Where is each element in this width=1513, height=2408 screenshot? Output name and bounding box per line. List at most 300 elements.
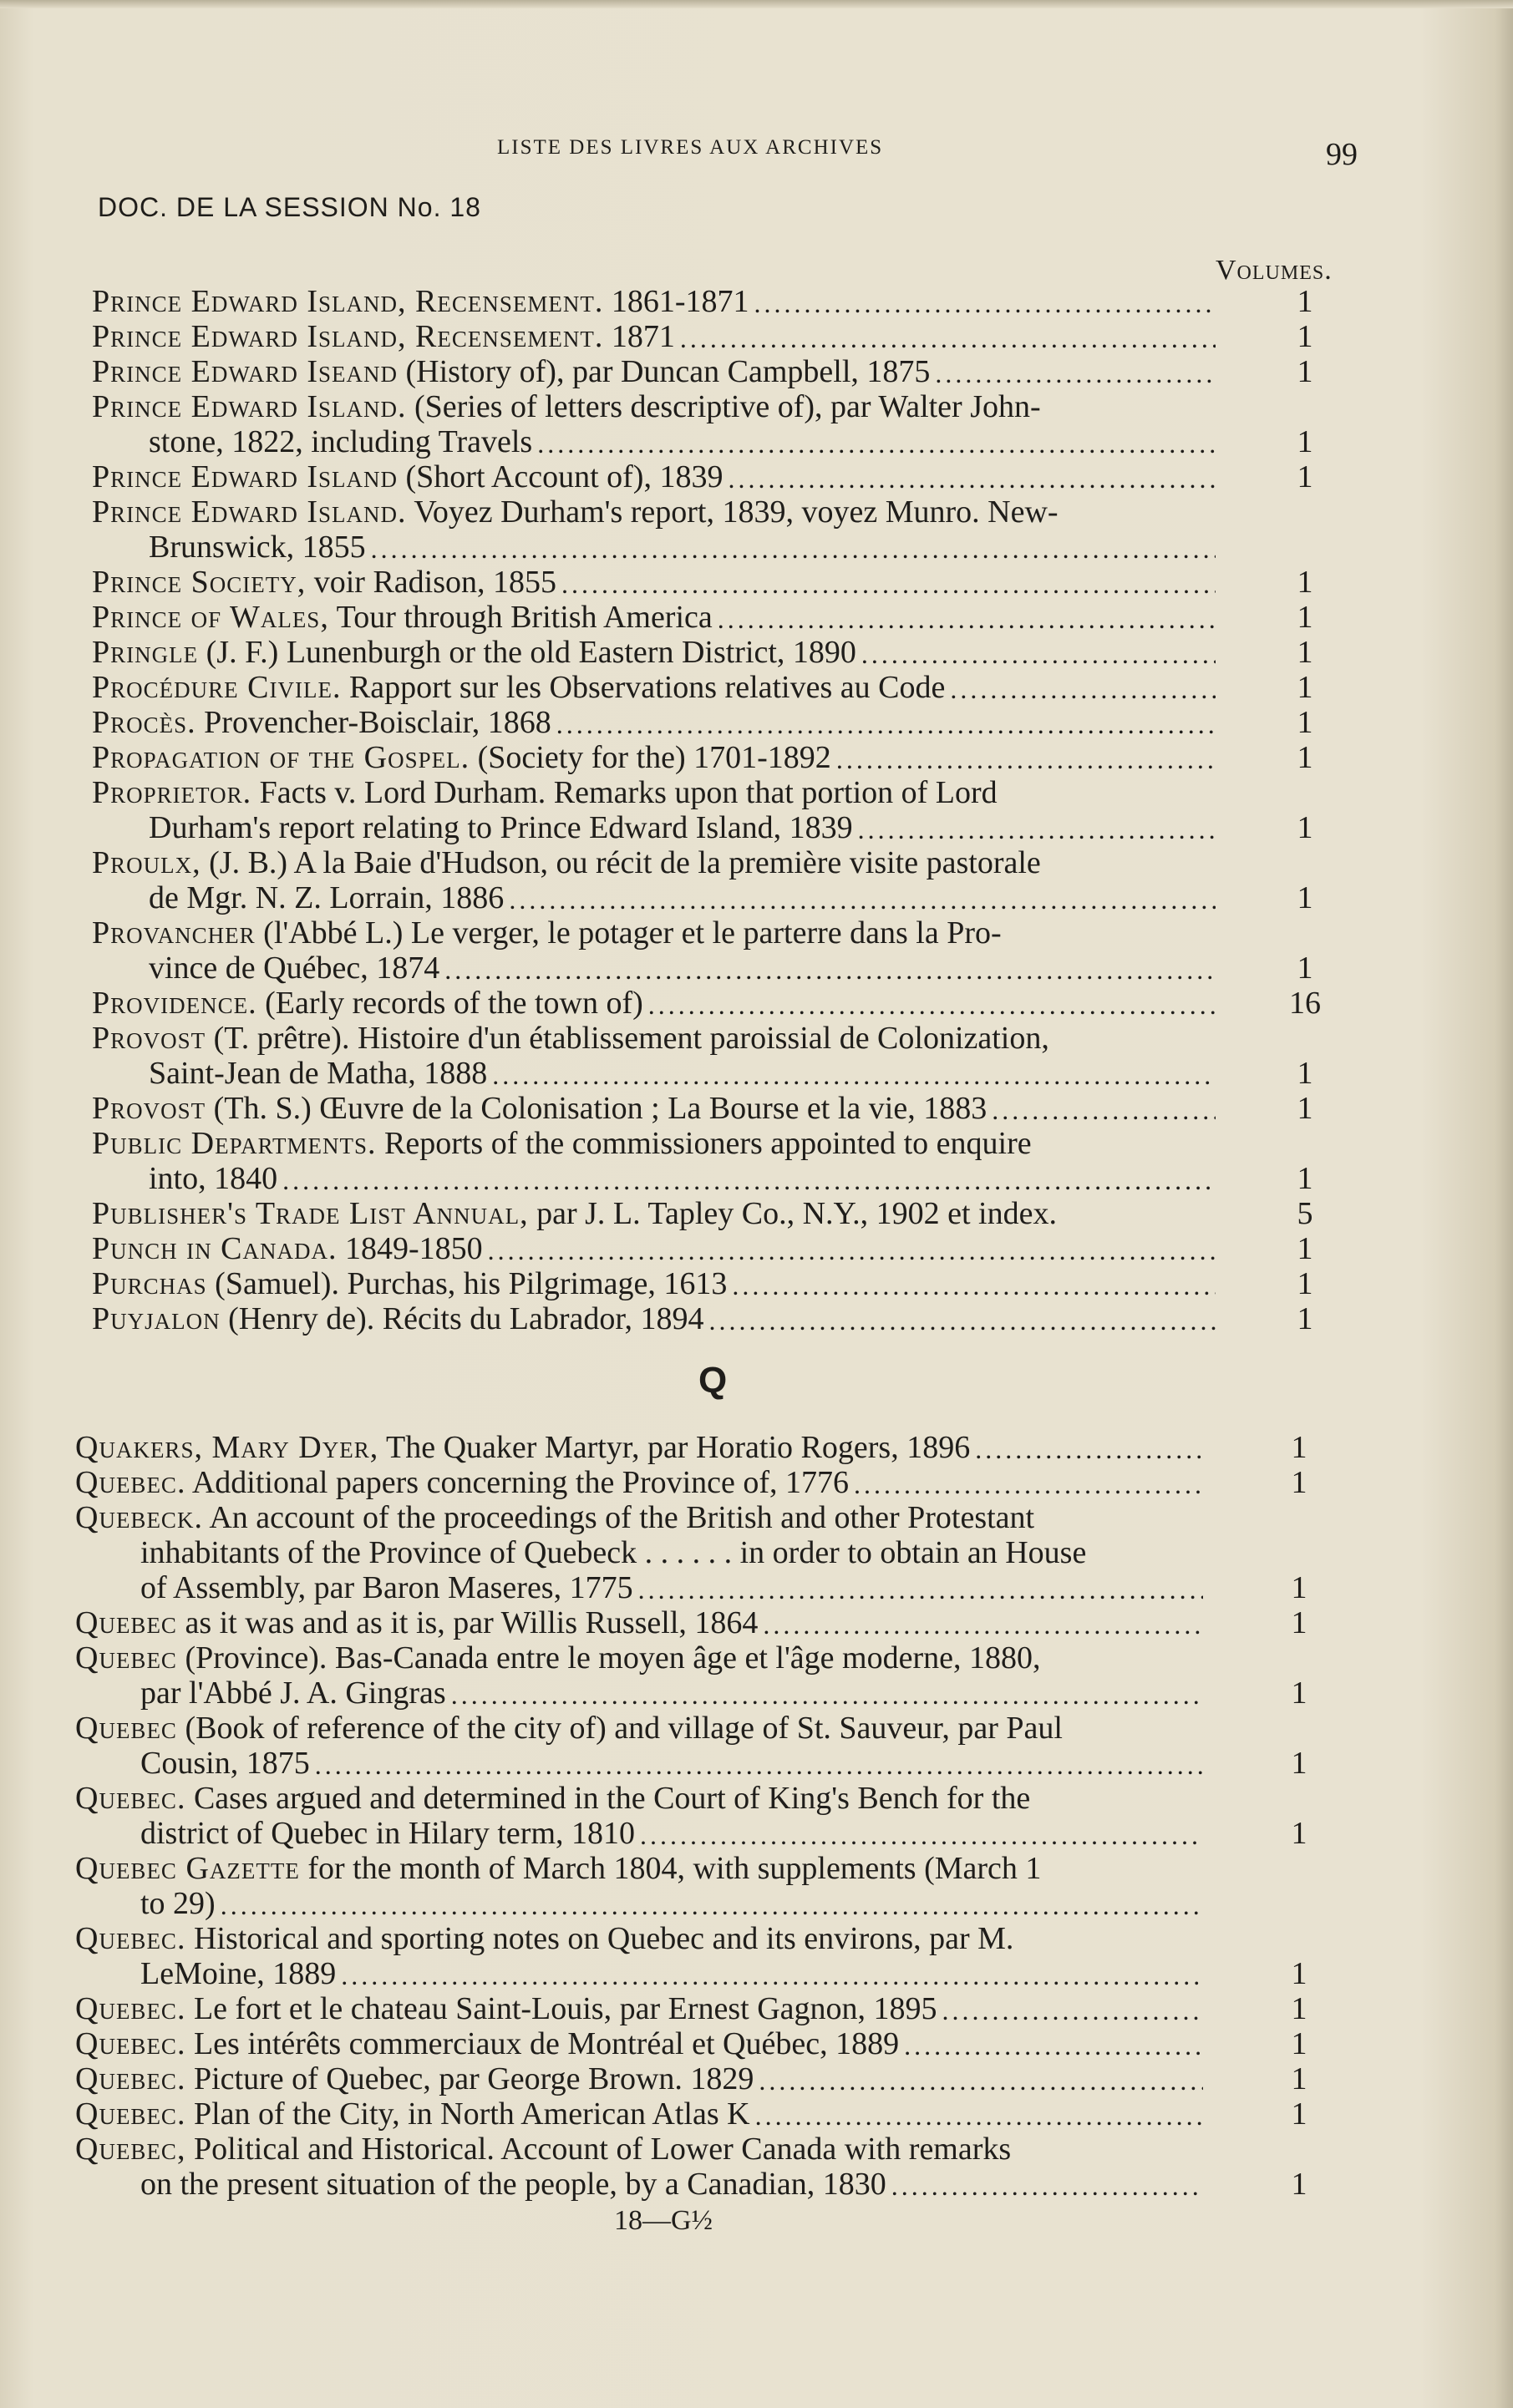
volume-count: 1 xyxy=(1297,459,1313,494)
entry-body: Le fort et le chateau Saint-Louis, par Ernest Gagnon, 1895 xyxy=(193,1991,937,2026)
entry-heading: Providence. xyxy=(92,986,257,1021)
catalog-entry xyxy=(0,1196,1513,1231)
entry-text xyxy=(92,915,1002,951)
catalog-entry xyxy=(0,1301,1513,1336)
entries-q xyxy=(0,1430,1513,2202)
entry-line xyxy=(0,1056,1513,1091)
volume-count: 1 xyxy=(1291,1570,1307,1605)
volume-count: 1 xyxy=(1297,1161,1313,1196)
entry-body: (Society for the) 1701-1892 xyxy=(477,740,831,775)
entry-text xyxy=(140,1535,1086,1570)
entry-heading: Puyjalon xyxy=(92,1301,221,1336)
entry-text xyxy=(92,319,675,354)
leader-dots xyxy=(451,1675,1203,1711)
entry-body: (Samuel). Purchas, his Pilgrimage, 1613 xyxy=(215,1266,728,1301)
entry-text xyxy=(75,2096,750,2132)
entry-line xyxy=(0,845,1513,880)
volume-count: 1 xyxy=(1297,1231,1313,1266)
entry-text xyxy=(92,600,713,635)
catalog-entry xyxy=(0,775,1513,845)
catalog-entry xyxy=(0,1021,1513,1091)
leader-dots xyxy=(904,2026,1203,2061)
entry-text xyxy=(92,565,556,600)
entry-body: (Book of reference of the city of) and village of St. Sauveur, par Paul xyxy=(185,1711,1063,1746)
entry-body: Rapport sur les Observations relatives au Code xyxy=(348,670,946,705)
entry-text xyxy=(140,1816,635,1851)
leader-dots xyxy=(858,810,1216,845)
entry-heading: Quebec. xyxy=(75,2061,186,2096)
entry-line xyxy=(0,1781,1513,1816)
entry-body: Cousin, 1875 xyxy=(140,1746,310,1781)
leader-dots xyxy=(282,1161,1216,1196)
entry-body: Political and Historical. Account of Lower Canada with remarks xyxy=(193,2132,1012,2167)
entry-text xyxy=(75,1711,1063,1746)
entry-heading: Quebec, xyxy=(75,2132,186,2167)
entry-heading: Quakers, Mary Dyer, xyxy=(75,1430,379,1465)
entry-text xyxy=(92,354,930,389)
catalog-entry xyxy=(0,670,1513,705)
entry-heading: Propagation of the Gospel. xyxy=(92,740,470,775)
entry-body: for the month of March 1804, with supplements (March 1 xyxy=(307,1851,1042,1886)
catalog-entry xyxy=(0,740,1513,775)
catalog-entry xyxy=(0,1640,1513,1711)
entry-body: The Quaker Martyr, par Horatio Rogers, 1896 xyxy=(386,1430,971,1465)
entry-body: district of Quebec in Hilary term, 1810 xyxy=(140,1816,636,1851)
entry-text xyxy=(92,845,1041,880)
entry-text xyxy=(75,1465,849,1500)
leader-dots xyxy=(341,1956,1203,1991)
leader-dots xyxy=(648,986,1216,1021)
entry-line xyxy=(0,635,1513,670)
entry-text xyxy=(149,530,366,565)
entry-line xyxy=(0,1570,1513,1605)
volume-count: 1 xyxy=(1297,635,1313,670)
leader-dots xyxy=(861,635,1216,670)
entry-line xyxy=(0,284,1513,319)
volume-count: 1 xyxy=(1297,424,1313,459)
entry-heading: Prince of Wales, xyxy=(92,600,329,635)
entry-line xyxy=(0,1675,1513,1711)
entry-heading: Public Departments. xyxy=(92,1126,377,1161)
entry-text xyxy=(92,775,998,810)
entry-text xyxy=(92,1231,483,1266)
entry-body: (Henry de). Récits du Labrador, 1894 xyxy=(228,1301,704,1336)
entry-heading: Pringle xyxy=(92,635,199,670)
catalog-entry xyxy=(0,459,1513,494)
leader-dots xyxy=(315,1746,1203,1781)
leader-dots xyxy=(992,1091,1216,1126)
catalog-entry xyxy=(0,2026,1513,2061)
entry-line xyxy=(0,1746,1513,1781)
entry-line xyxy=(0,1021,1513,1056)
entry-body: LeMoine, 1889 xyxy=(140,1956,337,1991)
entry-heading: Prince Edward Island. xyxy=(92,494,407,530)
volume-count: 1 xyxy=(1291,1675,1307,1711)
volume-count: 1 xyxy=(1291,1605,1307,1640)
entry-text xyxy=(140,1675,446,1711)
catalog-entry xyxy=(0,915,1513,986)
entry-body: Durham's report relating to Prince Edward Island, 1839 xyxy=(149,810,853,845)
entry-body: 1849-1850 xyxy=(344,1231,483,1266)
entry-line xyxy=(0,2096,1513,2132)
entry-line xyxy=(0,1851,1513,1886)
entry-line xyxy=(0,1956,1513,1991)
entry-line xyxy=(0,1196,1513,1231)
entry-text xyxy=(75,2061,754,2096)
catalog-entry xyxy=(0,284,1513,319)
entry-body: (Province). Bas-Canada entre le moyen âge et l'âge moderne, 1880, xyxy=(185,1640,1041,1675)
leader-dots xyxy=(854,1465,1203,1500)
catalog-entry xyxy=(0,1231,1513,1266)
leader-dots xyxy=(492,1056,1216,1091)
volume-count: 1 xyxy=(1291,1746,1307,1781)
entry-body: Saint-Jean de Matha, 1888 xyxy=(149,1056,488,1091)
entry-line xyxy=(0,1640,1513,1675)
catalog-entry xyxy=(0,600,1513,635)
entry-heading: Quebeck. xyxy=(75,1500,203,1535)
catalog-entry xyxy=(0,986,1513,1021)
entry-heading: Purchas xyxy=(92,1266,207,1301)
entry-text xyxy=(140,2167,886,2202)
entry-text xyxy=(75,1991,937,2026)
volume-count: 1 xyxy=(1297,951,1313,986)
entry-heading: Quebec Gazette xyxy=(75,1851,300,1886)
leader-dots xyxy=(680,319,1216,354)
entry-body: Additional papers concerning the Province of, 1776 xyxy=(191,1465,850,1500)
volume-count: 1 xyxy=(1297,565,1313,600)
entry-heading: Punch in Canada. xyxy=(92,1231,338,1266)
entry-line xyxy=(0,1991,1513,2026)
entry-heading: Prince Edward Island xyxy=(92,459,398,494)
entry-line xyxy=(0,880,1513,915)
catalog-entry xyxy=(0,1851,1513,1921)
leader-dots xyxy=(728,459,1216,494)
entry-text xyxy=(92,1126,1032,1161)
entry-line xyxy=(0,1535,1513,1570)
entry-line xyxy=(0,494,1513,530)
entry-text xyxy=(92,740,831,775)
entry-heading: Quebec. xyxy=(75,2026,186,2061)
entry-heading: Procédure Civile. xyxy=(92,670,342,705)
entry-body: An account of the proceedings of the British and other Protestant xyxy=(209,1500,1035,1535)
entry-body: Les intérêts commerciaux de Montréal et Québec, 1889 xyxy=(193,2026,900,2061)
entry-text xyxy=(92,284,749,319)
entry-body: stone, 1822, including Travels xyxy=(149,424,533,459)
catalog-entry xyxy=(0,1430,1513,1465)
page-edge xyxy=(0,0,1513,8)
entry-line xyxy=(0,1430,1513,1465)
leader-dots xyxy=(718,600,1216,635)
entry-body: Plan of the City, in North American Atlas K xyxy=(193,2096,750,2132)
entry-text xyxy=(140,1886,216,1921)
entry-text xyxy=(75,2026,899,2061)
entry-body: 1861-1871 xyxy=(611,284,749,319)
entry-text xyxy=(92,494,1059,530)
entry-body: on the present situation of the people, by a Canadian, 1830 xyxy=(140,2167,886,2202)
volume-count: 1 xyxy=(1297,354,1313,389)
letter-heading: Q xyxy=(698,1360,728,1401)
volume-count: 1 xyxy=(1297,1091,1313,1126)
catalog-entry xyxy=(0,494,1513,565)
entry-heading: Quebec xyxy=(75,1605,177,1640)
entry-text xyxy=(149,424,532,459)
entry-line xyxy=(0,389,1513,424)
entry-text xyxy=(92,459,723,494)
page-number: 99 xyxy=(1326,137,1358,172)
volume-count: 1 xyxy=(1297,1301,1313,1336)
volume-count: 1 xyxy=(1297,670,1313,705)
catalog-entry xyxy=(0,1266,1513,1301)
entry-heading: Provost xyxy=(92,1091,206,1126)
entry-body: Facts v. Lord Durham. Remarks upon that portion of Lord xyxy=(259,775,998,810)
entry-line xyxy=(0,1301,1513,1336)
entry-body: into, 1840 xyxy=(149,1161,278,1196)
volume-count: 1 xyxy=(1291,1991,1307,2026)
leader-dots xyxy=(537,424,1216,459)
entry-body: to 29) xyxy=(140,1886,216,1921)
entry-body: Historical and sporting notes on Quebec and its environs, par M. xyxy=(193,1921,1014,1956)
entry-line xyxy=(0,2132,1513,2167)
catalog-entry xyxy=(0,2096,1513,2132)
volume-count: 1 xyxy=(1297,740,1313,775)
entry-text xyxy=(92,1021,1049,1056)
volume-count: 1 xyxy=(1291,2061,1307,2096)
entry-body: (History of), par Duncan Campbell, 1875 xyxy=(405,354,931,389)
entry-line xyxy=(0,1605,1513,1640)
leader-dots xyxy=(891,2167,1203,2202)
entry-text xyxy=(92,1301,704,1336)
catalog-entry xyxy=(0,845,1513,915)
leader-dots xyxy=(935,354,1216,389)
catalog-entry xyxy=(0,635,1513,670)
entry-body: (J. F.) Lunenburgh or the old Eastern District, 1890 xyxy=(206,635,856,670)
volume-count: 1 xyxy=(1291,1956,1307,1991)
leader-dots xyxy=(754,284,1216,319)
entry-text xyxy=(92,1196,1057,1231)
entry-line xyxy=(0,600,1513,635)
catalog-entry xyxy=(0,1091,1513,1126)
volume-count: 1 xyxy=(1297,600,1313,635)
entry-text xyxy=(75,1851,1041,1886)
entry-body: 1871 xyxy=(611,319,675,354)
entry-text xyxy=(92,1266,727,1301)
leader-dots xyxy=(759,2061,1203,2096)
entry-body: Provencher-Boisclair, 1868 xyxy=(204,705,551,740)
running-title: LISTE DES LIVRES AUX ARCHIVES xyxy=(497,136,884,159)
entry-line xyxy=(0,810,1513,845)
volume-count: 1 xyxy=(1291,2026,1307,2061)
entry-heading: Quebec. xyxy=(75,1921,186,1956)
entry-heading: Quebec. xyxy=(75,1465,186,1500)
volume-count: 1 xyxy=(1291,2167,1307,2202)
catalog-entry xyxy=(0,1605,1513,1640)
leader-dots xyxy=(640,1816,1203,1851)
entry-line xyxy=(0,2026,1513,2061)
entry-heading: Quebec. xyxy=(75,1781,186,1816)
entry-heading: Provancher xyxy=(92,915,256,951)
entry-line xyxy=(0,319,1513,354)
volume-count: 1 xyxy=(1291,1430,1307,1465)
leader-dots xyxy=(755,2096,1203,2132)
volume-count: 1 xyxy=(1291,1816,1307,1851)
leader-dots xyxy=(371,530,1216,565)
entry-line xyxy=(0,1921,1513,1956)
volume-count: 1 xyxy=(1297,1056,1313,1091)
entry-line xyxy=(0,670,1513,705)
leader-dots xyxy=(509,880,1216,915)
catalog-entry xyxy=(0,2132,1513,2202)
entry-line xyxy=(0,530,1513,565)
entry-text xyxy=(75,1921,1013,1956)
volume-count: 1 xyxy=(1297,1266,1313,1301)
leader-dots xyxy=(638,1570,1203,1605)
volume-count: 1 xyxy=(1291,1465,1307,1500)
catalog-entry xyxy=(0,1500,1513,1605)
entry-line xyxy=(0,1500,1513,1535)
catalog-entry xyxy=(0,389,1513,459)
catalog-entry xyxy=(0,2061,1513,2096)
entry-line xyxy=(0,1126,1513,1161)
entry-text xyxy=(149,1056,487,1091)
entry-heading: Prince Edward Island, Recensement. xyxy=(92,284,604,319)
volumes-column-heading: Volumes. xyxy=(1216,255,1333,286)
entry-line xyxy=(0,2167,1513,2202)
catalog-entry xyxy=(0,1991,1513,2026)
volume-count: 5 xyxy=(1297,1196,1313,1231)
entry-text xyxy=(75,2132,1011,2167)
leader-dots xyxy=(561,565,1216,600)
entry-text xyxy=(75,1605,758,1640)
leader-dots xyxy=(709,1301,1216,1336)
entry-text xyxy=(149,880,504,915)
entry-body: Tour through British America xyxy=(336,600,713,635)
catalog-entry xyxy=(0,565,1513,600)
entry-body: of Assembly, par Baron Maseres, 1775 xyxy=(140,1570,633,1605)
entry-heading: Proprietor. xyxy=(92,775,252,810)
entry-body: Cases argued and determined in the Court of King's Bench for the xyxy=(193,1781,1031,1816)
leader-dots xyxy=(221,1886,1203,1921)
entry-line xyxy=(0,1266,1513,1301)
volume-count: 1 xyxy=(1297,705,1313,740)
entry-line xyxy=(0,1816,1513,1851)
entry-body: (Early records of the town of) xyxy=(265,986,643,1021)
catalog-entry xyxy=(0,1781,1513,1851)
entry-heading: Quebec. xyxy=(75,1991,186,2026)
entry-text xyxy=(140,1746,310,1781)
entry-line xyxy=(0,565,1513,600)
catalog-entry xyxy=(0,1126,1513,1196)
leader-dots xyxy=(950,670,1216,705)
entry-line xyxy=(0,951,1513,986)
entry-line xyxy=(0,740,1513,775)
entry-heading: Publisher's Trade List Annual, xyxy=(92,1196,529,1231)
entry-heading: Quebec xyxy=(75,1640,177,1675)
entry-body: (Short Account of), 1839 xyxy=(405,459,723,494)
entry-text xyxy=(92,705,551,740)
entry-line xyxy=(0,1886,1513,1921)
catalog-entry xyxy=(0,1465,1513,1500)
session-label: DOC. DE LA SESSION No. 18 xyxy=(98,192,481,222)
entry-text xyxy=(75,1781,1030,1816)
entries-p xyxy=(0,284,1513,1336)
entry-body: Voyez Durham's report, 1839, voyez Munro. New- xyxy=(414,494,1059,530)
entry-body: Reports of the commissioners appointed to enquire xyxy=(384,1126,1032,1161)
entry-text xyxy=(75,1430,970,1465)
entry-text xyxy=(92,1091,987,1126)
entry-line xyxy=(0,424,1513,459)
leader-dots xyxy=(836,740,1216,775)
entry-heading: Proulx, xyxy=(92,845,201,880)
entry-text xyxy=(140,1570,633,1605)
entry-body: vince de Québec, 1874 xyxy=(149,951,440,986)
leader-dots xyxy=(975,1430,1203,1465)
entry-line xyxy=(0,2061,1513,2096)
entry-body: (Series of letters descriptive of), par Walter John- xyxy=(414,389,1041,424)
catalog-entry xyxy=(0,354,1513,389)
entry-line xyxy=(0,1161,1513,1196)
volume-count: 1 xyxy=(1297,319,1313,354)
leader-dots xyxy=(732,1266,1216,1301)
entry-text xyxy=(149,810,853,845)
volume-count: 16 xyxy=(1289,986,1321,1021)
leader-dots xyxy=(763,1605,1203,1640)
catalog-entry xyxy=(0,1711,1513,1781)
entry-body: par J. L. Tapley Co., N.Y., 1902 et index. xyxy=(536,1196,1057,1231)
entry-heading: Quebec. xyxy=(75,2096,186,2132)
entry-body: as it was and as it is, par Willis Russell, 1864 xyxy=(185,1605,759,1640)
entry-line xyxy=(0,354,1513,389)
catalog-entry xyxy=(0,1921,1513,1991)
entry-body: voir Radison, 1855 xyxy=(313,565,557,600)
entry-text xyxy=(92,986,643,1021)
entry-body: de Mgr. N. Z. Lorrain, 1886 xyxy=(149,880,505,915)
leader-dots xyxy=(556,705,1216,740)
entry-heading: Quebec xyxy=(75,1711,177,1746)
entry-text xyxy=(149,1161,277,1196)
leader-dots xyxy=(942,1991,1203,2026)
entry-line xyxy=(0,1231,1513,1266)
entry-heading: Prince Society, xyxy=(92,565,307,600)
entry-heading: Prince Edward Island. xyxy=(92,389,407,424)
entry-line xyxy=(0,1711,1513,1746)
entry-body: Brunswick, 1855 xyxy=(149,530,366,565)
entry-body: par l'Abbé J. A. Gingras xyxy=(140,1675,446,1711)
volume-count: 1 xyxy=(1291,2096,1307,2132)
entry-text xyxy=(75,1500,1034,1535)
entry-line xyxy=(0,705,1513,740)
volume-count: 1 xyxy=(1297,810,1313,845)
signature-mark: 18—G½ xyxy=(614,2205,713,2236)
entry-body: (J. B.) A la Baie d'Hudson, ou récit de la première visite pastorale xyxy=(209,845,1041,880)
entry-line xyxy=(0,1091,1513,1126)
entry-line xyxy=(0,775,1513,810)
entry-text xyxy=(92,670,945,705)
entry-line xyxy=(0,986,1513,1021)
entry-text xyxy=(92,389,1041,424)
entry-text xyxy=(149,951,439,986)
entry-body: inhabitants of the Province of Quebeck . . . . . . in order to obtain an House xyxy=(140,1535,1087,1570)
catalog-entry xyxy=(0,319,1513,354)
catalog-entry xyxy=(0,705,1513,740)
volume-count: 1 xyxy=(1297,880,1313,915)
entry-heading: Provost xyxy=(92,1021,206,1056)
entry-text xyxy=(140,1956,336,1991)
entry-heading: Prince Edward Island, Recensement. xyxy=(92,319,604,354)
leader-dots xyxy=(488,1231,1216,1266)
volume-count: 1 xyxy=(1297,284,1313,319)
entry-body: (Th. S.) Œuvre de la Colonisation ; La Bourse et la vie, 1883 xyxy=(213,1091,988,1126)
entry-heading: Prince Edward Iseand xyxy=(92,354,398,389)
